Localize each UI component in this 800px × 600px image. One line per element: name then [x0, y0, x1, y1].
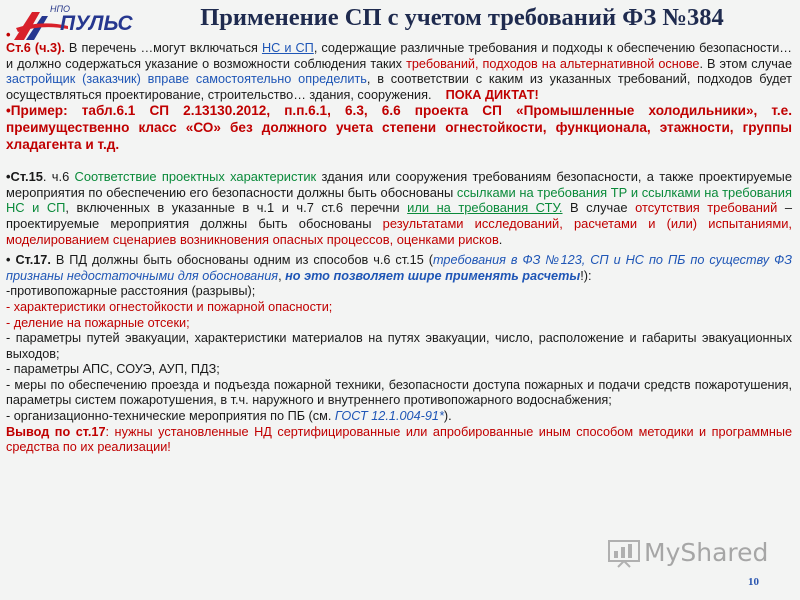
slide-body: [6, 27, 793, 456]
list-item: - характеристики огнестойкости и пожарной опасности;: [6, 299, 333, 314]
list-item: - параметры путей эвакуации, характеристики материалов на путях эвакуации, число, расположение и габариты эвакуационных выходов;: [6, 331, 792, 361]
logo-prefix: НПО: [50, 4, 71, 14]
list-item: -противопожарные расстояния (разрывы);: [6, 284, 256, 299]
list-item: - меры по обеспечению проезда и подъезда пожарной техники, безопасности доступа пожарных и подачи средств пожаротушения, параметры систем пожаротушения, в т.ч. наружного и внутреннего противопожарного водоснабжения;: [6, 377, 792, 408]
conclusion-label: Вывод по ст.17: [6, 424, 106, 439]
article-17-paragraph: • Ст.17. В ПД должны быть обоснованы одним из способов ч.6 ст.15 (требования в ФЗ №123, СП и НС по ПБ по существу ФЗ признаны недостаточными для обоснования, но это позволяет шире применять расчеты!):: [6, 253, 792, 283]
page-number: 10: [748, 576, 759, 588]
list-item: - деление на пожарные отсеки;: [6, 315, 190, 330]
dictate-note: ПОКА ДИКТАТ!: [445, 87, 539, 102]
watermark-text: MyShared: [644, 538, 769, 567]
article-17-label: Ст.17.: [15, 253, 51, 268]
article-15-paragraph: •Ст.15. ч.6 Соответствие проектных характеристик здания или сооружения требованиям безопасности, а также проектируемые мероприятия по обеспечению его безопасности должны быть обоснованы ссылками на требования ТР и ссылками на требования НС и СП, включенных в указанные в ч.1 и ч.7 ст.6 перечни или на требования СТУ. В случае отсутствия требований – проектируемые мероприятия должны быть обоснованы результатами исследований, расчетами и (или) испытаниями, моделированием сценариев возникновения опасных процессов, оценками рисков.: [6, 169, 793, 247]
bullet-marker: •: [6, 27, 11, 42]
example-paragraph: •Пример: табл.6.1 СП 2.13130.2012, п.п.6.1, 6.3, 6.6 проекта СП «Промышленные холодильники», т.е. преимущественно класс «СО» без должного учета степени огнестойкости, функционала, этажности, группы хладагента и т.д.: [6, 103, 792, 152]
article-15-label: •Ст.15: [6, 169, 43, 185]
list-item: - организационно-технические мероприятия по ПБ (см. ГОСТ 12.1.004-91*).: [6, 409, 452, 424]
page-title: Применение СП с учетом требований ФЗ №384: [200, 4, 724, 31]
article-6-paragraph: Ст.6 (ч.3). В перечень …могут включаться НС и СП, содержащие различные требования и подходы к обеспечению безопасности… и должно содержаться указание о возможности соблюдения таких требований, подходов на альтернативной основе. В этом случае застройщик (заказчик) вправе самостоятельно определить, в соответствии с каким из указанных требований, подходов будет осуществляться проектирование, строительство… здания, сооружения. ПОКА ДИКТАТ!: [6, 41, 793, 102]
article-6-label: Ст.6 (ч.3).: [6, 41, 65, 55]
gost-reference: ГОСТ 12.1.004-91*: [334, 409, 444, 424]
watermark: [606, 536, 769, 572]
conclusion-paragraph: Вывод по ст.17: нужны установленные НД сертифицированные или апробированные иным способом методики и программные средства по их реализации!: [6, 424, 792, 455]
list-item: - параметры АПС, СОУЭ, АУП, ПДЗ;: [6, 362, 220, 377]
logo-name: ПУЛЬС: [60, 12, 133, 35]
presentation-icon: [606, 538, 642, 568]
